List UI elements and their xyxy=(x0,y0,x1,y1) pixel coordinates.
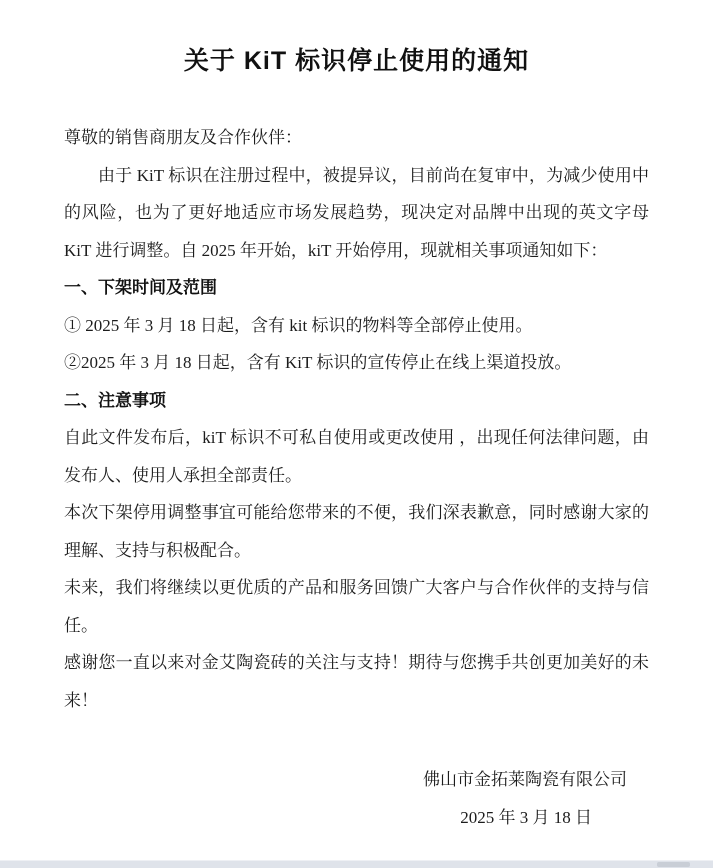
salutation-line: 尊敬的销售商朋友及合作伙伴： xyxy=(64,128,302,147)
section2-paragraph-2: 本次下架停用调整事宜可能给您带来的不便，我们深表歉意，同时感谢大家的理解、支持与积极配合。 xyxy=(64,503,649,560)
section1-item-1: ① 2025 年 3 月 18 日起，含有 kit 标识的物料等全部停止使用。 xyxy=(64,315,533,335)
section2-paragraph-1: 自此文件发布后，kiT 标识不可私自使用或更改使用 ，出现任何法律问题，由发布人、使用人承担全部责任。 xyxy=(64,428,649,485)
section2-heading: 二、注意事项 xyxy=(64,390,166,410)
section2-paragraph-4: 感谢您一直以来对金艾陶瓷砖的关注与支持！期待与您携手共创更加美好的未来！ xyxy=(64,653,649,710)
signature-block xyxy=(64,761,649,836)
intro-paragraph: 由于 KiT 标识在注册过程中，被提异议，目前尚在复审中，为减少使用中的风险，也为了更好地适应市场发展趋势，现决定对品牌中出现的英文字母 KiT 进行调整。自 2025 年开始，kiT 开始停用，现就相关事项通知如下： xyxy=(64,165,649,260)
section2-paragraph-3: 未来，我们将继续以更优质的产品和服务回馈广大客户与合作伙伴的支持与信任。 xyxy=(64,578,649,635)
signature-date: 2025 年 3 月 18 日 xyxy=(460,807,592,827)
section1-heading: 一、下架时间及范围 xyxy=(64,278,217,297)
horizontal-scrollbar[interactable] xyxy=(0,860,713,868)
document-title: 关于 KiT 标识停止使用的通知 xyxy=(183,47,530,75)
section1-item-2: ②2025 年 3 月 18 日起，含有 KiT 标识的宣传停止在线上渠道投放。 xyxy=(64,353,572,372)
horizontal-scrollbar-thumb[interactable] xyxy=(657,862,690,867)
signature-company: 佛山市金拓莱陶瓷有限公司 xyxy=(423,770,627,789)
